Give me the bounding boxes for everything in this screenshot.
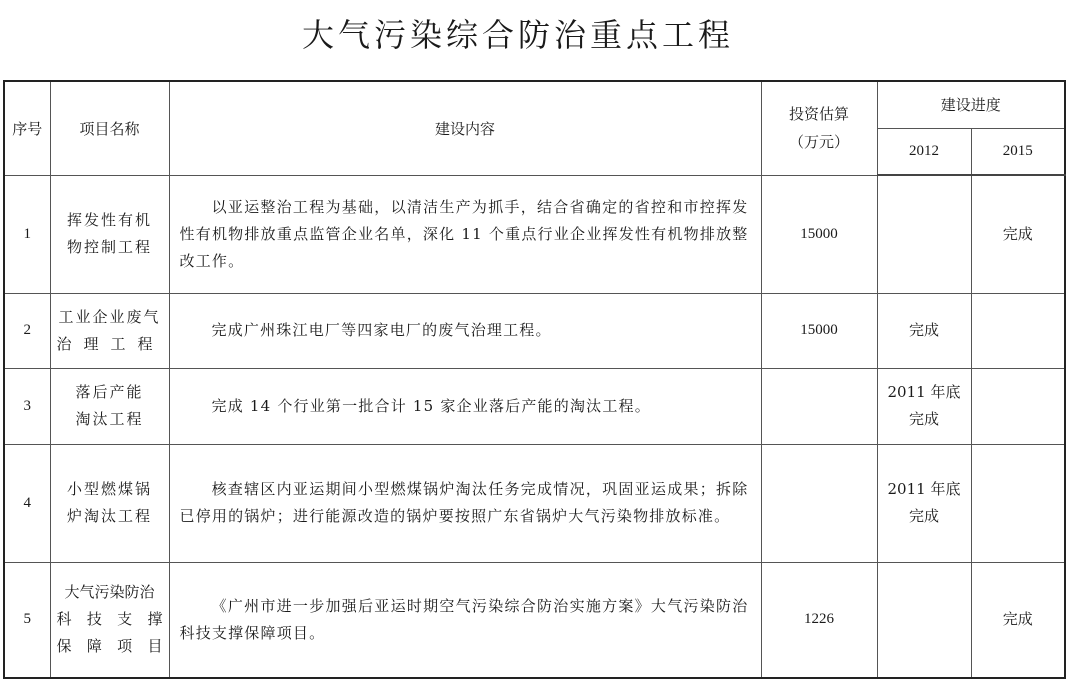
- name-line: 落后产能: [75, 383, 144, 401]
- row-investment: 15000: [761, 175, 877, 293]
- row-index: 3: [4, 368, 50, 444]
- row-project-name: [50, 293, 169, 368]
- row-project-name: [50, 175, 169, 293]
- table-row: [4, 175, 1065, 293]
- row-index: 5: [4, 562, 50, 678]
- row-content: [169, 175, 761, 293]
- name-line: 淘汰工程: [75, 410, 144, 428]
- row-project-name: [50, 444, 169, 562]
- name-line: 炉淘汰工程: [66, 507, 152, 525]
- header-year-2012: 2012: [877, 128, 971, 175]
- progress-line: 2011 年底: [887, 383, 961, 401]
- row-progress-2012: [877, 562, 971, 678]
- content-text: 完成 14 个行业第一批合计 15 家企业落后产能的淘汰工程。: [211, 396, 651, 415]
- row-investment: 15000: [761, 293, 877, 368]
- header-investment-line2: （万元）: [788, 133, 849, 152]
- progress-line: 完成: [908, 321, 939, 339]
- row-content: [169, 444, 761, 562]
- row-progress-2012: [877, 368, 971, 444]
- table-row: [4, 293, 1065, 368]
- table-row: [4, 368, 1065, 444]
- name-line: 挥发性有机: [66, 211, 152, 229]
- row-progress-2015: [971, 293, 1065, 368]
- header-index: 序号: [4, 81, 50, 175]
- row-index: 4: [4, 444, 50, 562]
- name-line: 治理工程: [56, 334, 163, 353]
- table-row: [4, 444, 1065, 562]
- row-index: 2: [4, 293, 50, 368]
- header-content: 建设内容: [169, 81, 761, 175]
- header-year-2015: 2015: [971, 128, 1065, 175]
- page-title: 大气污染综合防治重点工程: [301, 16, 734, 54]
- name-line: 工业企业废气: [58, 307, 161, 326]
- row-progress-2015: 完成: [971, 175, 1065, 293]
- name-line: 物控制工程: [66, 238, 152, 256]
- row-progress-2015: [971, 368, 1065, 444]
- content-text: 《广州市进一步加强后亚运时期空气污染综合防治实施方案》大气污染防治科技支撑保障项目。: [179, 596, 749, 642]
- row-project-name: [50, 368, 169, 444]
- header-name: 项目名称: [50, 81, 169, 175]
- progress-line: 完成: [908, 507, 939, 525]
- name-line: 保障项目: [56, 637, 163, 656]
- header-progress: 建设进度: [877, 81, 1065, 128]
- row-content: [169, 293, 761, 368]
- progress-line: 2011 年底: [887, 480, 961, 498]
- row-content: [169, 368, 761, 444]
- row-project-name: [50, 562, 169, 678]
- content-text: 核查辖区内亚运期间小型燃煤锅炉淘汰任务完成情况，巩固亚运成果；拆除已停用的锅炉；进行能源改造的锅炉要按照广东省锅炉大气污染物排放标准。: [179, 480, 749, 525]
- row-investment: [761, 368, 877, 444]
- row-progress-2015: 完成: [971, 562, 1065, 678]
- progress-line: 完成: [908, 410, 939, 428]
- name-line: 大气污染防治: [64, 583, 155, 602]
- content-text: 以亚运整治工程为基础，以清洁生产为抓手，结合省确定的省控和市控挥发性有机物排放重点监管企业名单，深化 11 个重点行业企业挥发性有机物排放整改工作。: [179, 197, 749, 270]
- projects-table: [3, 80, 1066, 679]
- row-content: [169, 562, 761, 678]
- header-investment: [761, 81, 877, 175]
- row-index: 1: [4, 175, 50, 293]
- row-progress-2012: [877, 175, 971, 293]
- row-investment: [761, 444, 877, 562]
- header-investment-line1: 投资估算: [788, 105, 849, 124]
- content-text: 完成广州珠江电厂等四家电厂的废气治理工程。: [211, 321, 552, 339]
- row-progress-2012: [877, 293, 971, 368]
- table-row: [4, 562, 1065, 678]
- row-progress-2015: [971, 444, 1065, 562]
- name-line: 科技支撑: [56, 610, 163, 629]
- row-progress-2012: [877, 444, 971, 562]
- name-line: 小型燃煤锅: [66, 480, 152, 498]
- row-investment: 1226: [761, 562, 877, 678]
